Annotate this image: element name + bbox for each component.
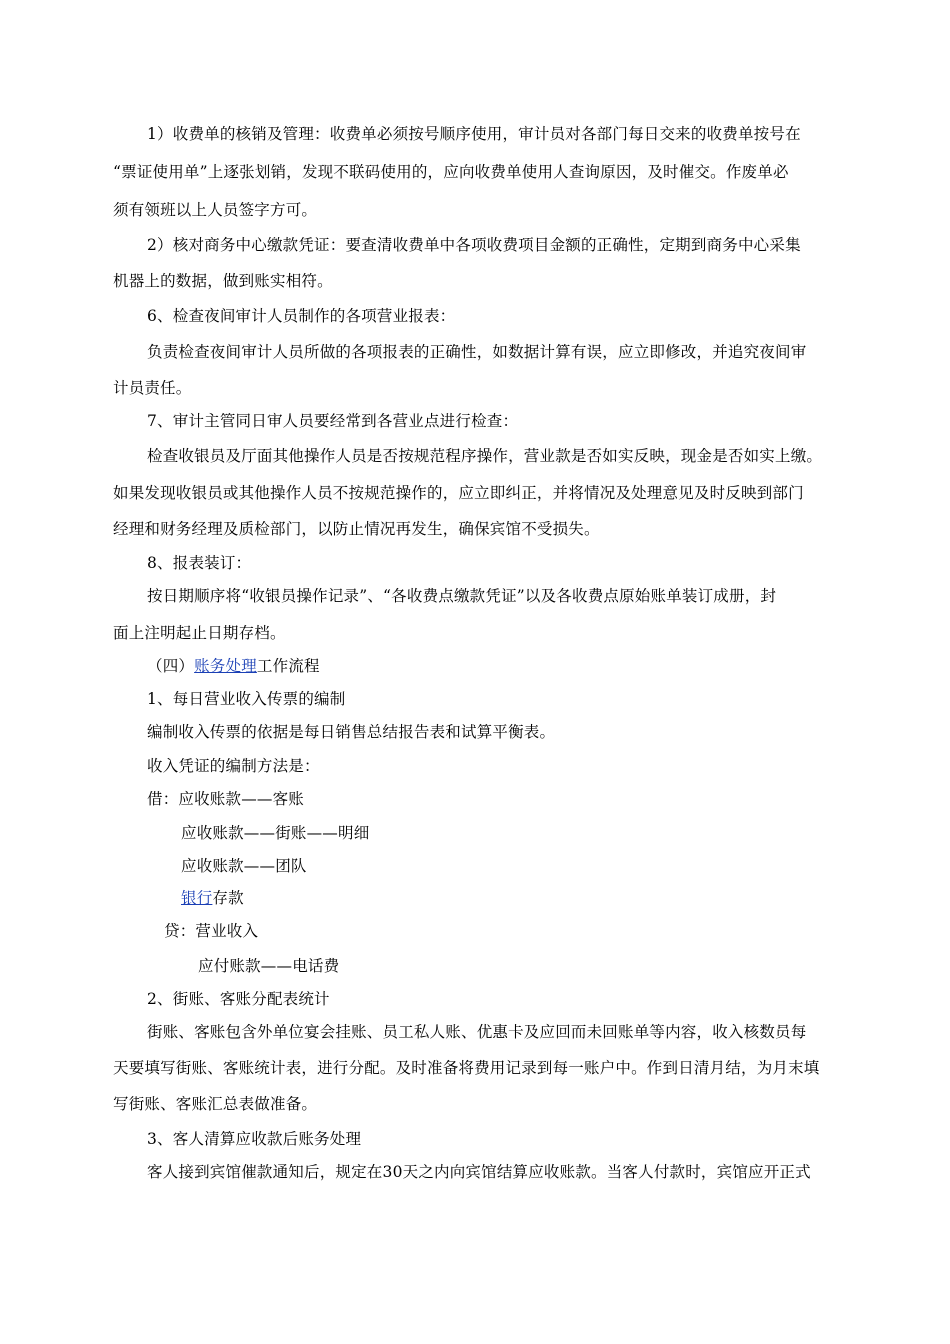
section-heading: [147, 655, 320, 677]
heading-line: 1、每日营业收入传票的编制: [147, 690, 346, 708]
paragraph-line: 机器上的数据，做到账实相符。: [113, 272, 333, 290]
heading-line: 3、客人清算应收款后账务处理: [147, 1130, 362, 1148]
paragraph-line: 如果发现收银员或其他操作人员不按规范操作的，应立即纠正，并将情况及处理意见及时反映到部门: [113, 484, 804, 502]
paragraph-line: 街账、客账包含外单位宴会挂账、员工私人账、优惠卡及应回而未回账单等内容，收入核数员每: [147, 1023, 807, 1041]
debit-line: 应收账款——团队: [181, 857, 307, 875]
heading-line: 7、审计主管同日审人员要经常到各营业点进行检查：: [147, 412, 519, 430]
paragraph-line: 客人接到宾馆催款通知后，规定在30天之内向宾馆结算应收账款。当客人付款时，宾馆应开正式: [147, 1163, 811, 1181]
paragraph-line: 写街账、客账汇总表做准备。: [113, 1095, 318, 1113]
paragraph-line: “票证使用单”上逐张划销，发现不联码使用的，应向收费单使用人查询原因，及时催交。作废单必: [113, 163, 789, 181]
heading-line: 2、街账、客账分配表统计: [147, 990, 330, 1008]
bank-suffix: 存款: [212, 889, 244, 907]
section-suffix: 工作流程: [256, 657, 320, 675]
debit-line: 应收账款——街账——明细: [181, 824, 370, 842]
credit-line: 应付账款——电话费: [198, 957, 340, 975]
debit-bank-line: [181, 887, 244, 909]
paragraph-line: 计员责任。: [113, 379, 192, 397]
paragraph-line: 按日期顺序将“收银员操作记录”、“各收费点缴款凭证”以及各收费点原始账单装订成册，封: [147, 587, 777, 605]
debit-line: 借：应收账款——客账: [147, 790, 305, 808]
paragraph-line: 须有领班以上人员签字方可。: [113, 201, 318, 219]
accounting-link[interactable]: 账务处理: [194, 657, 257, 675]
credit-line: 贷：营业收入: [164, 922, 259, 940]
heading-line: 6、检查夜间审计人员制作的各项营业报表：: [147, 307, 456, 325]
paragraph-line: 2）核对商务中心缴款凭证：要查清收费单中各项收费项目金额的正确性，定期到商务中心采集: [147, 236, 801, 254]
paragraph-line: 面上注明起止日期存档。: [113, 624, 286, 642]
paragraph-line: 编制收入传票的依据是每日销售总结报告表和试算平衡表。: [147, 723, 556, 741]
paragraph-line: 1）收费单的核销及管理：收费单必须按号顺序使用，审计员对各部门每日交来的收费单按号在: [147, 125, 801, 143]
section-prefix: （四）: [147, 657, 195, 675]
paragraph-line: 天要填写街账、客账统计表，进行分配。及时准备将费用记录到每一账户中。作到日清月结，为月末填: [113, 1059, 820, 1077]
paragraph-line: 检查收银员及厅面其他操作人员是否按规范程序操作，营业款是否如实反映，现金是否如实上缴。: [147, 447, 823, 465]
paragraph-line: 经理和财务经理及质检部门，以防止情况再发生，确保宾馆不受损失。: [113, 520, 600, 538]
paragraph-line: 负责检查夜间审计人员所做的各项报表的正确性，如数据计算有误，应立即修改，并追究夜间审: [147, 343, 807, 361]
bank-link[interactable]: 银行: [181, 889, 213, 907]
paragraph-line: 收入凭证的编制方法是：: [147, 757, 320, 775]
heading-line: 8、报表装订：: [147, 554, 252, 572]
